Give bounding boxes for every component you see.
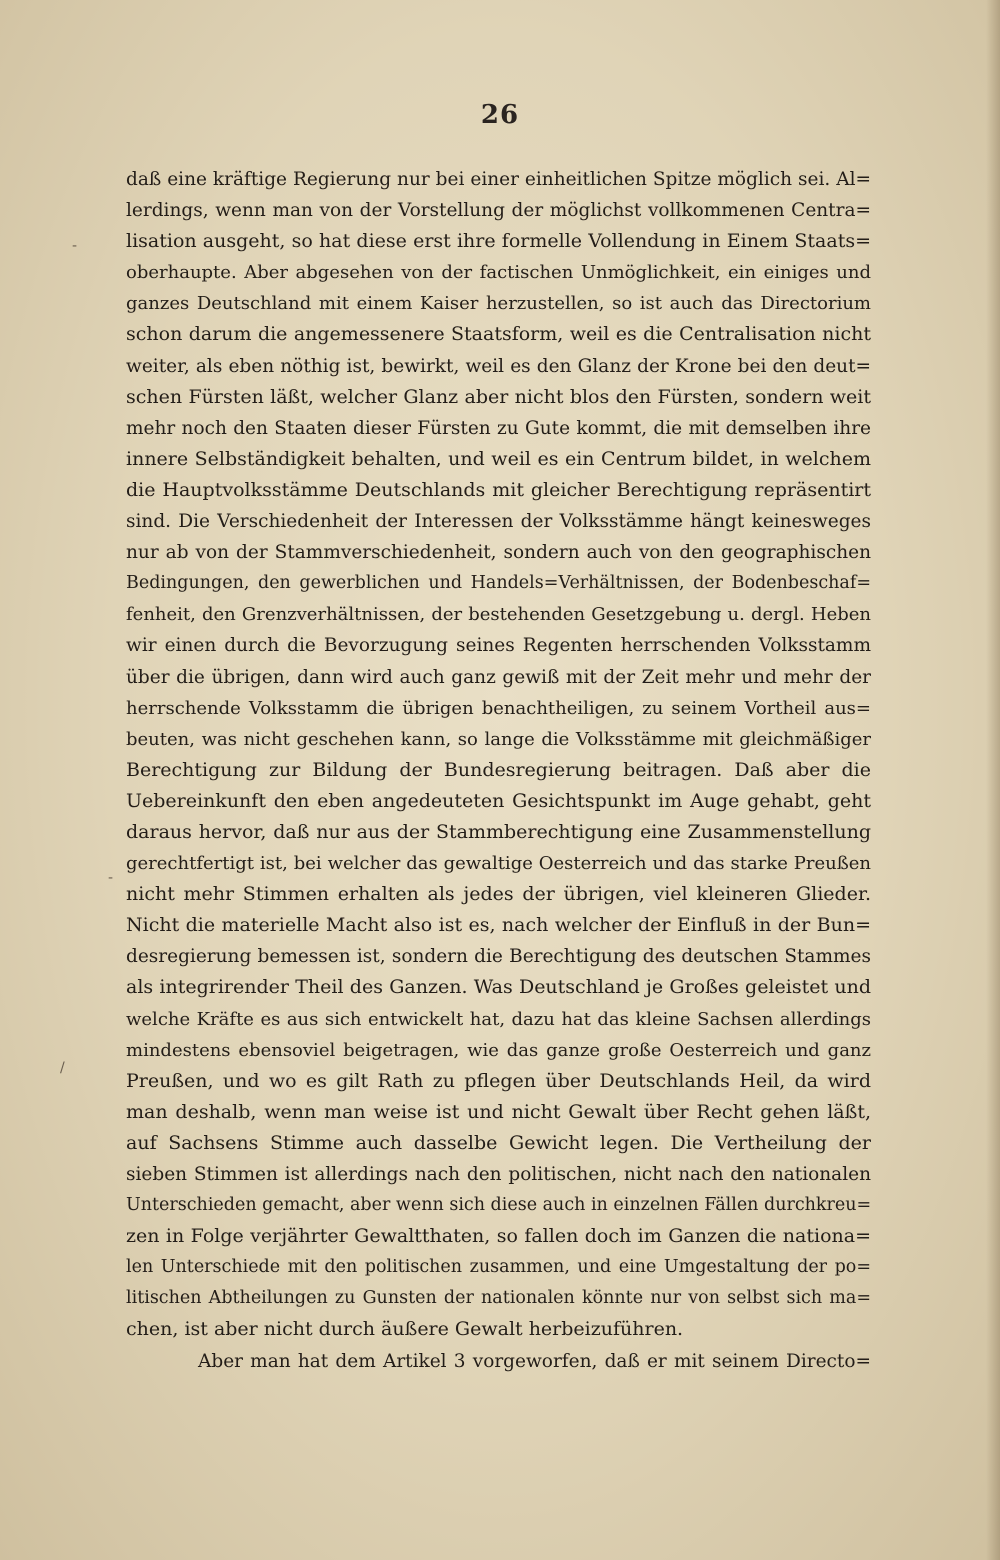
text-line: daß eine kräftige Regierung nur bei einer einheitlichen Spitze möglich sei. Al= (126, 169, 871, 190)
text-line: fenheit, den Grenzverhältnissen, der bestehenden Gesetzgebung u. dergl. Heben (126, 604, 871, 626)
text-line: Bedingungen, den gewerblichen und Handels=Verhältnissen, der Bodenbeschaf= (126, 573, 871, 594)
text-line: lerdings, wenn man von der Vorstellung der möglichst vollkommenen Centra= (126, 200, 871, 222)
text-line: oberhaupte. Aber abgesehen von der factischen Unmöglichkeit, ein einiges und (126, 262, 871, 284)
text-line: schon darum die angemessenere Staatsform, weil es die Centralisation nicht (126, 323, 871, 346)
text-line: Preußen, und wo es gilt Rath zu pflegen über Deutschlands Heil, da wird (126, 1069, 871, 1092)
text-line: len Unterschiede mit den politischen zusammen, und eine Umgestaltung der po= (126, 1257, 871, 1278)
text-line: welche Kräfte es aus sich entwickelt hat, dazu hat das kleine Sachsen allerdings (126, 1008, 871, 1030)
ink-speck: - (108, 870, 114, 886)
page-edge-shadow (986, 0, 1000, 1560)
text-line: schen Fürsten läßt, welcher Glanz aber nicht blos den Fürsten, sondern weit (126, 385, 871, 408)
text-line: nur ab von der Stammverschiedenheit, sondern auch von den geographischen (126, 542, 871, 564)
text-line: litischen Abtheilungen zu Gunsten der nationalen könnte nur von selbst sich ma= (126, 1288, 871, 1309)
text-line: auf Sachsens Stimme auch dasselbe Gewicht legen. Die Vertheilung der (126, 1131, 871, 1154)
text-line: ganzes Deutschland mit einem Kaiser herzustellen, so ist auch das Directorium (126, 293, 871, 315)
body-text (126, 164, 871, 1377)
paragraph-end-line: chen, ist aber nicht durch äußere Gewalt herbeizuführen. (126, 1318, 684, 1341)
text-line: gerechtfertigt ist, bei welcher das gewaltige Oesterreich und das starke Preußen (126, 853, 871, 875)
text-line: zen in Folge verjährter Gewaltthaten, so fallen doch im Ganzen die nationa= (126, 1225, 871, 1248)
text-line: über die übrigen, dann wird auch ganz gewiß mit der Zeit mehr und mehr der (126, 666, 871, 688)
paragraph-start-line: Aber man hat dem Artikel 3 vorgeworfen, daß er mit seinem Directo= (198, 1350, 871, 1372)
text-line: Uebereinkunft den eben angedeuteten Gesichtspunkt im Auge gehabt, geht (126, 789, 871, 812)
text-line: lisation ausgeht, so hat diese erst ihre formelle Vollendung in Einem Staats= (126, 230, 871, 253)
text-line: Nicht die materielle Macht also ist es, nach welcher der Einfluß in der Bun= (126, 914, 871, 937)
text-line: man deshalb, wenn man weise ist und nicht Gewalt über Recht gehen läßt, (126, 1100, 871, 1123)
text-line: innere Selbständigkeit behalten, und weil es ein Centrum bildet, in welchem (126, 447, 871, 470)
text-line: weiter, als eben nöthig ist, bewirkt, weil es den Glanz der Krone bei den deut= (126, 355, 871, 377)
ink-speck: - (72, 238, 78, 254)
text-line: desregierung bemessen ist, sondern die Berechtigung des deutschen Stammes (126, 946, 871, 968)
text-line: beuten, was nicht geschehen kann, so lange die Volksstämme mit gleichmäßiger (126, 728, 871, 750)
text-line: sind. Die Verschiedenheit der Interessen der Volksstämme hängt keinesweges (126, 511, 871, 533)
ink-speck: / (60, 1060, 65, 1076)
text-line: mehr noch den Staaten dieser Fürsten zu Gute kommt, die mit demselben ihre (126, 417, 871, 439)
text-line: wir einen durch die Bevorzugung seines Regenten herrschenden Volksstamm (126, 635, 871, 657)
text-line: mindestens ebensoviel beigetragen, wie das ganze große Oesterreich und ganz (126, 1039, 871, 1061)
text-line: Berechtigung zur Bildung der Bundesregierung beitragen. Daß aber die (126, 758, 871, 781)
text-line: als integrirender Theil des Ganzen. Was Deutschland je Großes geleistet und (126, 976, 871, 999)
page-number: 26 (480, 100, 520, 130)
text-line: die Hauptvolksstämme Deutschlands mit gleicher Berechtigung repräsentirt (126, 478, 871, 501)
text-line: Unterschieden gemacht, aber wenn sich diese auch in einzelnen Fällen durchkreu= (126, 1195, 871, 1216)
text-line: sieben Stimmen ist allerdings nach den politischen, nicht nach den nationalen (126, 1164, 871, 1185)
text-line: daraus hervor, daß nur aus der Stammberechtigung eine Zusammenstellung (126, 820, 871, 843)
text-line: nicht mehr Stimmen erhalten als jedes der übrigen, viel kleineren Glieder. (126, 883, 871, 906)
text-line: herrschende Volksstamm die übrigen benachtheiligen, zu seinem Vortheil aus= (126, 697, 871, 719)
